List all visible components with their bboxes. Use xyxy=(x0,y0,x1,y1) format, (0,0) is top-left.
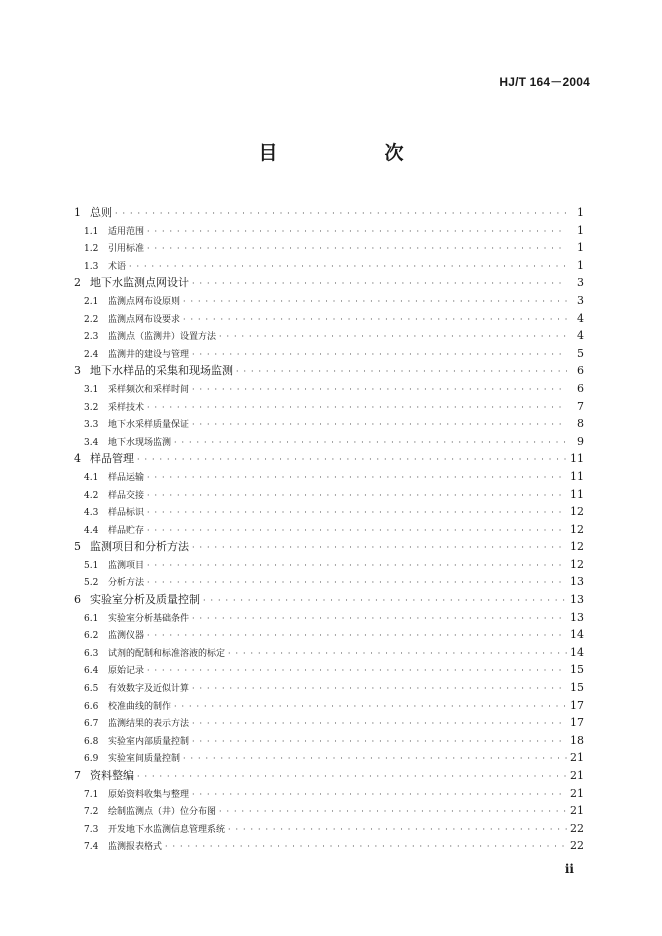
toc-dot-leader xyxy=(219,328,567,346)
toc-entry-page: 21 xyxy=(570,804,584,818)
toc-entry-page: 3 xyxy=(577,293,584,307)
toc-entry-page: 13 xyxy=(570,610,584,624)
toc-section-entry[interactable] xyxy=(74,837,584,855)
toc-dot-leader xyxy=(228,645,567,663)
toc-entry-number: 2.2 xyxy=(84,314,99,325)
toc-dot-leader xyxy=(192,539,567,557)
toc-dot-leader xyxy=(147,522,567,540)
toc-entry-title: 引用标准 xyxy=(108,244,145,255)
table-of-contents xyxy=(74,204,584,855)
toc-entry-title: 试剂的配制和标准溶液的标定 xyxy=(108,648,226,659)
toc-dot-leader xyxy=(147,469,567,487)
toc-entry-title: 监测结果的表示方法 xyxy=(108,719,190,730)
toc-dot-leader xyxy=(192,715,567,733)
toc-chapter-entry[interactable] xyxy=(74,362,584,380)
toc-entry-title: 总则 xyxy=(90,206,112,219)
toc-entry-number: 7.3 xyxy=(84,824,99,835)
toc-entry-page: 14 xyxy=(570,645,584,659)
toc-section-entry[interactable] xyxy=(74,732,584,750)
toc-entry-number: 3 xyxy=(74,364,81,378)
toc-section-entry[interactable] xyxy=(74,609,584,627)
toc-dot-leader xyxy=(203,592,567,610)
toc-entry-page: 12 xyxy=(570,522,584,536)
toc-entry-title: 实验室间质量控制 xyxy=(108,754,181,765)
toc-dot-leader xyxy=(137,768,567,786)
toc-entry-page: 15 xyxy=(570,681,584,695)
toc-entry-number: 2.1 xyxy=(84,296,99,307)
toc-entry-title: 监测仪器 xyxy=(108,631,145,642)
toc-entry-title: 实验室分析及质量控制 xyxy=(90,593,200,607)
toc-section-entry[interactable] xyxy=(74,398,584,416)
toc-entry-title: 实验室内部质量控制 xyxy=(108,736,190,747)
toc-entry-number: 2.3 xyxy=(84,332,99,343)
toc-section-entry[interactable] xyxy=(74,327,584,345)
toc-entry-page: 17 xyxy=(570,698,584,712)
toc-dot-leader xyxy=(115,205,567,223)
document-code: HJ/T 164－2004 xyxy=(499,75,590,89)
toc-dot-leader xyxy=(147,240,567,258)
toc-dot-leader xyxy=(192,610,567,628)
toc-section-entry[interactable] xyxy=(74,626,584,644)
toc-entry-page: 21 xyxy=(570,786,584,800)
toc-entry-title: 开发地下水监测信息管理系统 xyxy=(108,824,226,835)
toc-entry-number: 6.5 xyxy=(84,684,99,695)
toc-dot-leader xyxy=(147,557,567,575)
toc-dot-leader xyxy=(147,662,567,680)
toc-dot-leader xyxy=(147,223,567,241)
toc-dot-leader xyxy=(236,363,567,381)
toc-entry-page: 11 xyxy=(570,469,584,483)
toc-section-entry[interactable] xyxy=(74,486,584,504)
toc-dot-leader xyxy=(192,416,567,434)
toc-section-entry[interactable] xyxy=(74,749,584,767)
toc-entry-number: 1.2 xyxy=(84,244,99,255)
toc-entry-number: 7.2 xyxy=(84,807,99,818)
toc-section-entry[interactable] xyxy=(74,820,584,838)
toc-entry-page: 4 xyxy=(577,329,584,343)
toc-entry-page: 3 xyxy=(577,276,584,290)
toc-entry-title: 样品管理 xyxy=(90,452,134,466)
toc-entry-number: 6.3 xyxy=(84,648,99,659)
toc-entry-number: 1.3 xyxy=(84,261,99,272)
toc-entry-number: 5 xyxy=(74,540,81,554)
toc-entry-page: 1 xyxy=(577,223,584,237)
toc-dot-leader xyxy=(219,803,567,821)
toc-entry-number: 3.1 xyxy=(84,384,99,395)
toc-section-entry[interactable] xyxy=(74,802,584,820)
toc-chapter-entry[interactable] xyxy=(74,274,584,292)
toc-dot-leader xyxy=(137,451,567,469)
toc-entry-number: 6.9 xyxy=(84,754,99,765)
toc-entry-page: 8 xyxy=(577,417,584,431)
toc-dot-leader xyxy=(183,311,567,329)
toc-entry-number: 7.4 xyxy=(84,842,99,853)
toc-entry-page: 12 xyxy=(570,557,584,571)
toc-entry-title: 原始记录 xyxy=(108,666,145,677)
toc-section-entry[interactable] xyxy=(74,257,584,275)
toc-dot-leader xyxy=(183,293,567,311)
toc-dot-leader xyxy=(192,275,567,293)
toc-entry-page: 1 xyxy=(577,206,584,219)
toc-entry-number: 1.1 xyxy=(84,226,99,237)
toc-dot-leader xyxy=(165,838,567,856)
toc-entry-title: 监测点网布设原则 xyxy=(108,296,181,307)
toc-entry-title: 地下水现场监测 xyxy=(108,437,172,448)
toc-section-entry[interactable] xyxy=(74,714,584,732)
toc-chapter-entry[interactable] xyxy=(74,767,584,785)
page-number: ii xyxy=(564,862,574,876)
toc-dot-leader xyxy=(192,786,567,804)
toc-entry-title: 监测点网布设要求 xyxy=(108,314,181,325)
toc-entry-number: 6.6 xyxy=(84,701,99,712)
toc-section-entry[interactable] xyxy=(74,380,584,398)
toc-entry-title: 采样技术 xyxy=(108,402,145,413)
toc-entry-number: 6.1 xyxy=(84,613,99,624)
toc-entry-page: 1 xyxy=(577,241,584,255)
toc-section-entry[interactable] xyxy=(74,310,584,328)
toc-section-entry[interactable] xyxy=(74,661,584,679)
toc-dot-leader xyxy=(147,504,567,522)
toc-entry-title: 地下水监测点网设计 xyxy=(90,276,189,290)
toc-entry-page: 4 xyxy=(577,311,584,325)
toc-entry-title: 地下水采样质量保证 xyxy=(108,420,190,431)
toc-entry-title: 监测报表格式 xyxy=(108,842,163,853)
toc-entry-title: 分析方法 xyxy=(108,578,145,589)
toc-entry-page: 22 xyxy=(570,821,584,835)
toc-entry-title: 样品贮存 xyxy=(108,525,145,536)
toc-entry-title: 采样频次和采样时间 xyxy=(108,384,190,395)
toc-entry-page: 6 xyxy=(577,364,584,378)
toc-dot-leader xyxy=(228,821,567,839)
toc-section-entry[interactable] xyxy=(74,468,584,486)
toc-entry-number: 1 xyxy=(74,206,81,219)
toc-chapter-entry[interactable] xyxy=(74,538,584,556)
toc-entry-number: 3.4 xyxy=(84,437,99,448)
toc-entry-page: 18 xyxy=(570,733,584,747)
toc-entry-title: 术语 xyxy=(108,261,127,272)
toc-entry-number: 3.3 xyxy=(84,420,99,431)
toc-entry-number: 6.2 xyxy=(84,631,99,642)
toc-dot-leader xyxy=(192,381,567,399)
toc-entry-title: 绘制监测点（井）位分布图 xyxy=(108,807,217,818)
toc-entry-page: 13 xyxy=(570,593,584,607)
toc-dot-leader xyxy=(147,487,567,505)
toc-entry-number: 4.2 xyxy=(84,490,99,501)
toc-entry-title: 实验室分析基础条件 xyxy=(108,613,190,624)
toc-entry-page: 12 xyxy=(570,540,584,554)
toc-dot-leader xyxy=(147,399,567,417)
toc-entry-title: 地下水样品的采集和现场监测 xyxy=(90,364,233,378)
toc-section-entry[interactable] xyxy=(74,433,584,451)
toc-entry-page: 1 xyxy=(577,258,584,272)
toc-dot-leader xyxy=(147,627,567,645)
toc-section-entry[interactable] xyxy=(74,573,584,591)
toc-entry-page: 9 xyxy=(577,434,584,448)
toc-entry-title: 样品标识 xyxy=(108,508,145,519)
toc-entry-title: 校准曲线的制作 xyxy=(108,701,172,712)
toc-section-entry[interactable] xyxy=(74,345,584,363)
toc-entry-page: 21 xyxy=(570,769,584,782)
toc-entry-page: 12 xyxy=(570,505,584,519)
toc-section-entry[interactable] xyxy=(74,785,584,803)
toc-entry-number: 7.1 xyxy=(84,789,99,800)
toc-entry-title: 样品运输 xyxy=(108,472,145,483)
toc-entry-page: 11 xyxy=(570,452,584,466)
toc-chapter-entry[interactable] xyxy=(74,204,584,222)
toc-dot-leader xyxy=(174,434,567,452)
toc-entry-title: 样品交接 xyxy=(108,490,145,501)
toc-section-entry[interactable] xyxy=(74,679,584,697)
toc-entry-number: 6.7 xyxy=(84,719,99,730)
toc-section-entry[interactable] xyxy=(74,521,584,539)
toc-entry-number: 2 xyxy=(74,276,81,290)
toc-entry-number: 3.2 xyxy=(84,402,99,413)
toc-entry-page: 7 xyxy=(577,399,584,413)
toc-entry-page: 15 xyxy=(570,663,584,677)
page-title: 目 次 xyxy=(258,142,448,164)
toc-dot-leader xyxy=(192,680,567,698)
toc-entry-title: 有效数字及近似计算 xyxy=(108,684,190,695)
toc-entry-page: 6 xyxy=(577,381,584,395)
toc-entry-number: 4 xyxy=(74,452,81,466)
toc-section-entry[interactable] xyxy=(74,292,584,310)
toc-dot-leader xyxy=(129,258,567,276)
toc-entry-title: 适用范围 xyxy=(108,226,145,237)
toc-entry-page: 11 xyxy=(570,487,584,501)
toc-entry-number: 4.4 xyxy=(84,525,99,536)
toc-section-entry[interactable] xyxy=(74,644,584,662)
toc-entry-page: 5 xyxy=(577,346,584,360)
toc-entry-number: 6.8 xyxy=(84,736,99,747)
toc-entry-title: 资料整编 xyxy=(90,769,134,782)
toc-entry-page: 17 xyxy=(570,716,584,730)
toc-entry-number: 7 xyxy=(74,769,81,782)
toc-entry-title: 监测井的建设与管理 xyxy=(108,349,190,360)
toc-entry-page: 22 xyxy=(570,839,584,853)
toc-entry-number: 5.1 xyxy=(84,560,99,571)
toc-dot-leader xyxy=(192,733,567,751)
toc-entry-page: 13 xyxy=(570,575,584,589)
toc-entry-number: 4.3 xyxy=(84,508,99,519)
toc-section-entry[interactable] xyxy=(74,222,584,240)
toc-entry-title: 监测点（监测井）设置方法 xyxy=(108,332,217,343)
toc-chapter-entry[interactable] xyxy=(74,450,584,468)
toc-entry-number: 4.1 xyxy=(84,472,99,483)
toc-entry-number: 6.4 xyxy=(84,666,99,677)
toc-section-entry[interactable] xyxy=(74,415,584,433)
toc-section-entry[interactable] xyxy=(74,556,584,574)
toc-section-entry[interactable] xyxy=(74,697,584,715)
toc-entry-number: 6 xyxy=(74,593,81,607)
toc-dot-leader xyxy=(147,574,567,592)
toc-entry-title: 原始资料收集与整理 xyxy=(108,789,190,800)
toc-dot-leader xyxy=(174,698,567,716)
toc-dot-leader xyxy=(192,346,567,364)
toc-section-entry[interactable] xyxy=(74,239,584,257)
toc-entry-number: 2.4 xyxy=(84,349,99,360)
toc-entry-title: 监测项目和分析方法 xyxy=(90,540,189,554)
toc-entry-page: 21 xyxy=(570,751,584,765)
toc-section-entry[interactable] xyxy=(74,503,584,521)
toc-dot-leader xyxy=(183,750,567,768)
toc-entry-page: 14 xyxy=(570,628,584,642)
toc-entry-title: 监测项目 xyxy=(108,560,145,571)
toc-entry-number: 5.2 xyxy=(84,578,99,589)
toc-chapter-entry[interactable] xyxy=(74,591,584,609)
